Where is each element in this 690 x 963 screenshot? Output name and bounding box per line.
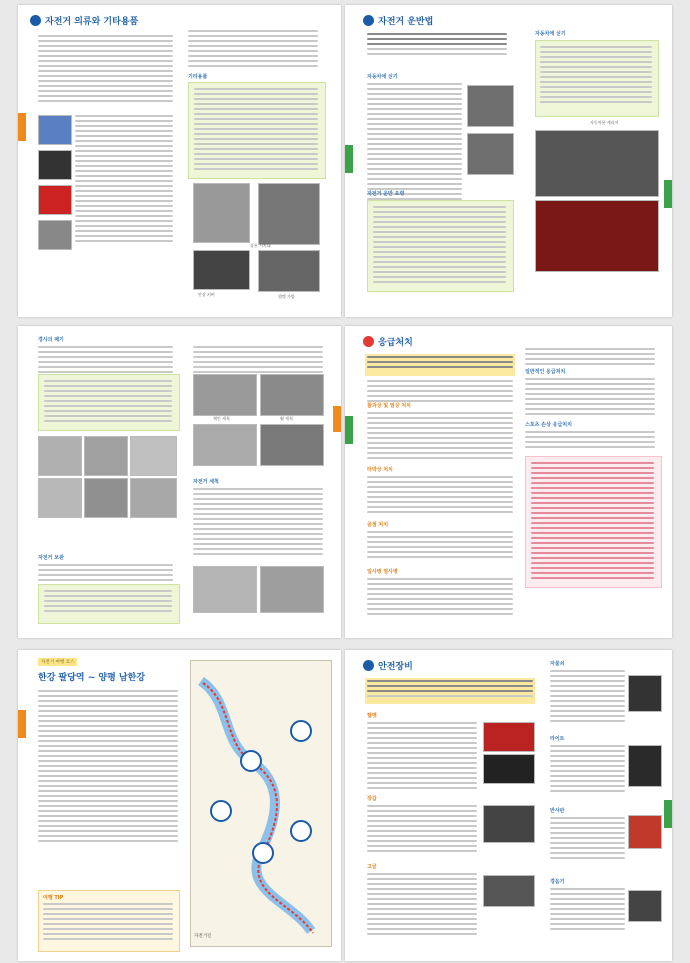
- gloves-image: [38, 220, 72, 250]
- subheading: 장갑: [367, 796, 377, 802]
- body-text: [38, 346, 173, 376]
- caption: 안장 커버: [198, 292, 215, 297]
- page-title: 자전거 운반법: [363, 14, 433, 27]
- photo: [260, 566, 324, 613]
- section-tab[interactable]: [333, 406, 341, 432]
- page-transport: [345, 5, 672, 317]
- map-marker[interactable]: [291, 721, 311, 741]
- tip-text: [373, 206, 506, 286]
- caption: 체인 세척: [213, 416, 230, 421]
- tip-text: [194, 88, 318, 173]
- bell-image: [628, 890, 662, 922]
- caption: 헬멧 가방: [278, 294, 295, 299]
- body-text: [38, 690, 178, 845]
- bike-icon: [30, 15, 41, 26]
- warning-text: [531, 462, 654, 582]
- section-heading: 경사의 페기: [38, 337, 64, 343]
- intro-text: [38, 35, 173, 105]
- page-title: 자전거 의류와 기타용품: [30, 14, 138, 27]
- subheading: 자동차에 싣기: [367, 74, 398, 80]
- jersey-image: [38, 115, 72, 145]
- tip-text: [44, 590, 172, 615]
- section-tab[interactable]: [345, 416, 353, 444]
- other-items-heading: 기타용품: [188, 74, 208, 80]
- saddle-image: [193, 250, 250, 290]
- lead-text: [367, 356, 513, 371]
- map-marker[interactable]: [241, 751, 261, 771]
- section-heading: 자전거 세척: [193, 479, 219, 485]
- light-image: [628, 745, 662, 787]
- car-rear-image: [535, 200, 659, 272]
- subheading: 찰과상 및 열상 처치: [367, 403, 411, 409]
- goggles-image: [483, 875, 535, 907]
- section-tab[interactable]: [18, 113, 26, 141]
- side-text: [550, 670, 625, 725]
- section-tab-right[interactable]: [664, 180, 672, 208]
- subheading: 타박상 처치: [367, 467, 393, 473]
- backpack-image: [258, 250, 320, 292]
- caption: 휠 세척: [280, 416, 293, 421]
- bag-image: [258, 183, 320, 245]
- first-aid-icon: [363, 336, 374, 347]
- tire-photo: [193, 424, 257, 466]
- right-body: [525, 378, 655, 418]
- body-text: [367, 531, 513, 561]
- side-heading: 자물쇠: [550, 661, 565, 667]
- page-title: 한강 팔당역 ~ 양평 남한강: [38, 673, 146, 683]
- page-maintenance: [18, 326, 341, 638]
- photo: [84, 436, 128, 476]
- section-tab[interactable]: [18, 710, 26, 738]
- bottle-cage-image: [193, 183, 250, 243]
- lock-image: [628, 675, 662, 712]
- page-title: 응급처치: [363, 335, 413, 348]
- map-marker[interactable]: [211, 801, 231, 821]
- body-text: [367, 722, 477, 792]
- wheel-photo: [260, 374, 324, 416]
- car-image: [535, 130, 659, 197]
- page-safety-gear: [345, 650, 672, 961]
- photo: [130, 478, 177, 518]
- tip-text: [43, 903, 173, 943]
- right-body: [525, 431, 655, 451]
- lead-text: [367, 680, 533, 700]
- reflector-image: [628, 815, 662, 849]
- course-badge: 자전거 여행 코스: [38, 658, 77, 666]
- sidebar-text: [540, 46, 652, 106]
- sidebar-heading: 스포츠 손상 응급처치: [525, 422, 572, 428]
- item-text: [75, 115, 173, 245]
- body-text: [367, 805, 477, 855]
- frame-photo: [260, 424, 324, 466]
- body-text: [367, 476, 513, 516]
- body-text: [193, 488, 323, 558]
- caption: 물통 거치대: [250, 243, 271, 248]
- map-svg: [191, 661, 331, 946]
- helmet-image: [483, 754, 535, 784]
- subheading: 자전거 운반 요령: [367, 191, 405, 197]
- side-heading: 경음기: [550, 879, 565, 885]
- shoes-image: [38, 185, 72, 215]
- photo: [193, 566, 257, 613]
- tip-label: 여행 TIP: [43, 895, 64, 901]
- right-bullets: [193, 346, 323, 376]
- car-rack-image: [467, 85, 514, 127]
- bike-icon: [363, 15, 374, 26]
- subheading: 고글: [367, 864, 377, 870]
- roof-rack-image: [467, 133, 514, 175]
- section-tab[interactable]: [664, 800, 672, 828]
- route-map[interactable]: [190, 660, 332, 947]
- chain-photo: [193, 374, 257, 416]
- subheading: 골절 처치: [367, 522, 389, 528]
- section-tab[interactable]: [345, 145, 353, 173]
- body-text: [367, 578, 513, 618]
- photo: [84, 478, 128, 518]
- body-text: [367, 83, 462, 203]
- caption: 자동차용 캐리어: [590, 120, 619, 125]
- map-marker[interactable]: [253, 843, 273, 863]
- gloves-image: [483, 805, 535, 843]
- sidebar-heading: 자동차에 싣기: [535, 31, 566, 37]
- intro-text: [367, 33, 507, 58]
- side-heading: 반사판: [550, 808, 565, 814]
- tip-text: [44, 380, 172, 425]
- helmet-image: [483, 722, 535, 752]
- map-legend: 자전거길: [194, 934, 212, 939]
- body-text: [38, 564, 173, 584]
- photo: [38, 478, 82, 518]
- map-marker[interactable]: [291, 821, 311, 841]
- bike-icon: [363, 660, 374, 671]
- sidebar-heading: 일반적인 응급처치: [525, 369, 566, 375]
- side-text: [550, 817, 625, 862]
- side-text: [550, 745, 625, 795]
- right-column-text: [188, 30, 318, 70]
- page-title: 안전장비: [363, 659, 413, 672]
- page-route: [18, 650, 341, 961]
- page-first-aid: [345, 326, 672, 638]
- body-text: [367, 412, 513, 462]
- side-text: [550, 888, 625, 933]
- subheading: 일사병 열사병: [367, 569, 398, 575]
- photo: [130, 436, 177, 476]
- right-intro: [525, 348, 655, 368]
- shorts-image: [38, 150, 72, 180]
- subheading: 헬멧: [367, 713, 377, 719]
- body-text: [367, 873, 477, 938]
- side-heading: 라이트: [550, 736, 565, 742]
- page-clothing: [18, 5, 341, 317]
- photo: [38, 436, 82, 476]
- section-heading: 자전거 보관: [38, 555, 64, 561]
